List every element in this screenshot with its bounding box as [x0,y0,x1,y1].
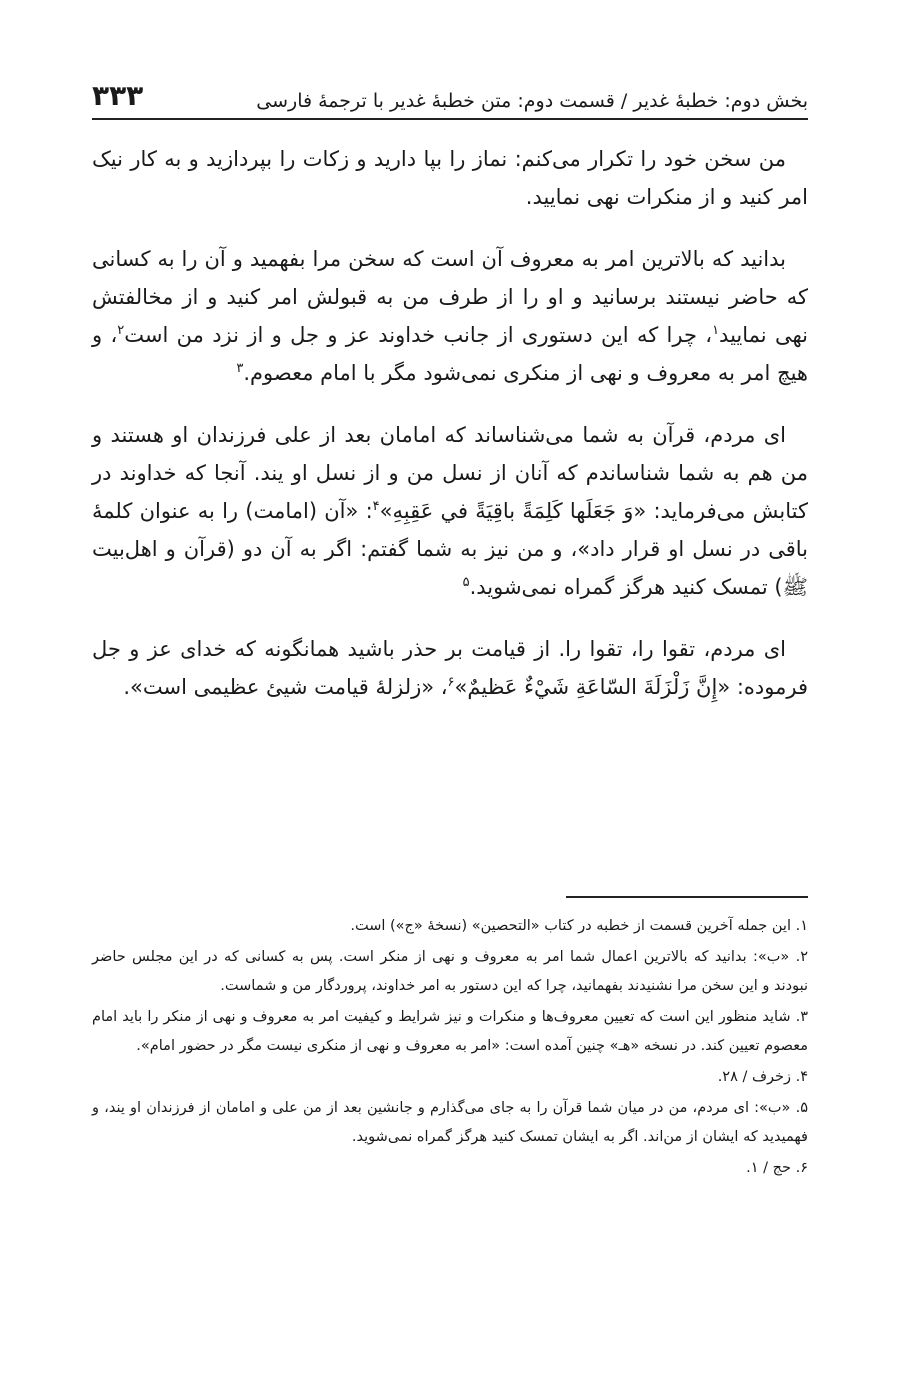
paragraph-text: من سخن خود را تکرار می‌کنم: نماز را بپا دارید و زکات را بپردازید و به کار نیک امر کنید و از منکرات نهی نمایید. [92,147,808,209]
paragraph-text: : «آن (امامت) را به عنوان کلمۀ باقی در نسل او قرار داد»، و من نیز به شما گفتم: اگر به آن دو (قرآن و اهل‌بیت ﷺ) تمسک کنید هرگز گمراه نمی‌شوید. [92,499,808,599]
page-number: ۳۳۳ [92,79,144,112]
page-header [92,72,808,112]
paragraph-text: بدانید که بالاترین امر به معروف آن است که سخن مرا بفهمید و آن را به کسانی که حاضر نیستند برسانید و او را از طرف من به قبولش امر کنید و از مخالفتش نهی نمایید [92,247,808,347]
paragraph-text: ای مردم، قرآن به شما می‌شناساند که امامان بعد از علی فرزندان او هستند و من هم به شما شناساندم که آنان از نسل من و از نسل او یند. آنجا که خداوند در کتابش می‌فرماید: «وَ جَعَلَها كَلِمَةً باقِيَةً في عَقِبِهِ» [92,423,809,523]
footnote: ۴. زخرف / ۲۸. [717,1069,808,1085]
footnote: ۶. حج / ۱. [746,1160,808,1176]
paragraph [92,240,808,392]
footnote-reference[interactable]: ۱ [712,323,720,338]
footnote: ۱. این جمله آخرین قسمت از خطبه در کتاب «التحصین» (نسخۀ «ج») است. [350,918,808,934]
paragraph-text: ، و هیچ امر به معروف و نهی از منکری نمی‌شود مگر با امام معصوم. [92,323,808,385]
footnote-reference[interactable]: ۶ [447,675,455,690]
footnote-reference[interactable]: ۵ [462,575,470,590]
footnote: ۵. «ب»: ای مردم، من در میان شما قرآن را به جای می‌گذارم و جانشین بعد از من علی و امامان از فرزندان او یند، و فهمیدید که ایشان از من‌اند. اگر به ایشان تمسک کنید هرگز گمراه نمی‌شوید. [92,1100,808,1145]
paragraph-text: ای مردم، تقوا را، تقوا را. از قیامت بر حذر باشید همانگونه که خدای عز و جل فرموده: «إِنَّ زَلْزَلَةَ السّاعَةِ شَيْءٌ عَظيمٌ» [92,637,808,699]
main-text [92,140,808,730]
paragraph [92,416,808,606]
footnote: ۳. شاید منظور این است که تعیین معروف‌ها و منکرات و نیز شرایط و کیفیت امر به معروف و نهی از منکر را باید امام معصوم تعیین کند. در نسخه «هـ» چنین آمده است: «امر به معروف و نهی از منکری نیست مگر در حضور امام». [92,1009,808,1054]
footnotes [92,912,808,1185]
footnote-reference[interactable]: ۴ [372,499,380,514]
paragraph [92,140,808,216]
footnote-reference[interactable]: ۳ [236,361,244,376]
footnote-reference[interactable]: ۲ [117,323,125,338]
paragraph [92,630,808,706]
paragraph-text: ، چرا که این دستوری از جانب خداوند عز و جل و از نزد من است [124,323,713,347]
running-title: بخش دوم: خطبۀ غدیر / قسمت دوم: متن خطبۀ غدیر با ترجمۀ فارسی [256,90,808,112]
paragraph-text: ، «زلزلۀ قیامت شیئ عظیمی است». [123,675,448,699]
header-rule [92,118,808,120]
footnote: ۲. «ب»: بدانید که بالاترین اعمال شما امر به معروف و نهی از منکر است. پس به کسانی که در این مجلس حاضر نبودند و این سخن مرا نشنیدند بفهمانید، چرا که این دستور به امر خداوند، پروردگار من و شماست. [92,949,808,994]
footnote-separator [566,896,808,898]
